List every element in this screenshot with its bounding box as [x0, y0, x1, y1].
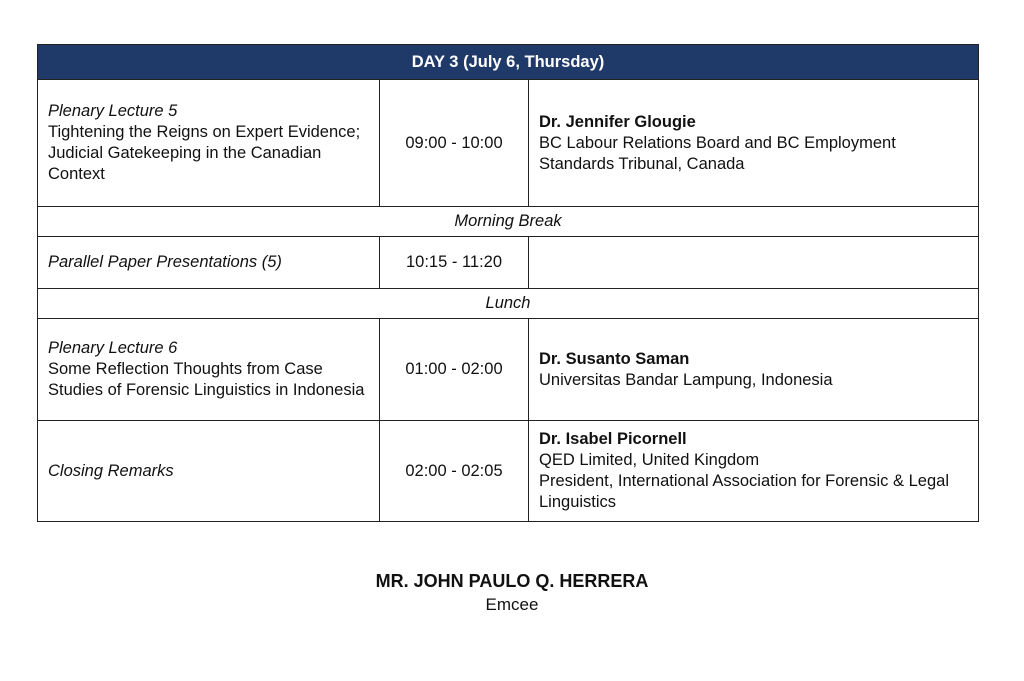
break-label: Morning Break: [38, 207, 979, 237]
speaker-name: Dr. Susanto Saman: [539, 349, 690, 368]
break-row: [38, 207, 979, 237]
session-row: [38, 421, 979, 522]
day-header-row: [38, 45, 979, 80]
session-time: 01:00 - 02:00: [380, 319, 529, 421]
session-title-cell: [38, 237, 380, 289]
session-row: [38, 319, 979, 421]
session-subtitle: Tightening the Reigns on Expert Evidence; Judicial Gatekeeping in the Canadian Context: [48, 123, 361, 183]
session-time: 10:15 - 11:20: [380, 237, 529, 289]
speaker-affiliation: President, International Association for Forensic & Legal Linguistics: [539, 472, 949, 511]
speaker-affiliation: Universitas Bandar Lampung, Indonesia: [539, 370, 833, 389]
speaker-affiliation: QED Limited, United Kingdom: [539, 451, 760, 469]
session-title: Plenary Lecture 5: [48, 102, 178, 120]
session-title: Closing Remarks: [48, 461, 174, 480]
session-title-cell: [38, 319, 380, 421]
break-row: [38, 289, 979, 319]
session-speaker-cell: [529, 319, 979, 421]
session-row: [38, 80, 979, 207]
session-subtitle: Some Reflection Thoughts from Case Studies of Forensic Linguistics in Indonesia: [48, 360, 365, 399]
schedule-table: [37, 44, 979, 522]
day-header: DAY 3 (July 6, Thursday): [38, 45, 979, 80]
break-label: Lunch: [38, 289, 979, 319]
session-time: 02:00 - 02:05: [380, 421, 529, 522]
speaker-name: Dr. Jennifer Glougie: [539, 112, 696, 131]
speaker-affiliation: BC Labour Relations Board and BC Employment Standards Tribunal, Canada: [539, 133, 896, 173]
session-speaker-cell: [529, 80, 979, 207]
session-speaker-cell: [529, 237, 979, 289]
speaker-name: Dr. Isabel Picornell: [539, 430, 687, 448]
session-speaker-cell: [529, 421, 979, 522]
session-row: [38, 237, 979, 289]
session-title-cell: [38, 421, 380, 522]
session-title: Plenary Lecture 6: [48, 339, 178, 357]
session-title-cell: [38, 80, 380, 207]
session-title: Parallel Paper Presentations (5): [48, 253, 282, 271]
emcee-name: MR. JOHN PAULO Q. HERRERA: [375, 571, 649, 591]
emcee-role: Emcee: [485, 595, 539, 614]
session-time: 09:00 - 10:00: [380, 80, 529, 207]
